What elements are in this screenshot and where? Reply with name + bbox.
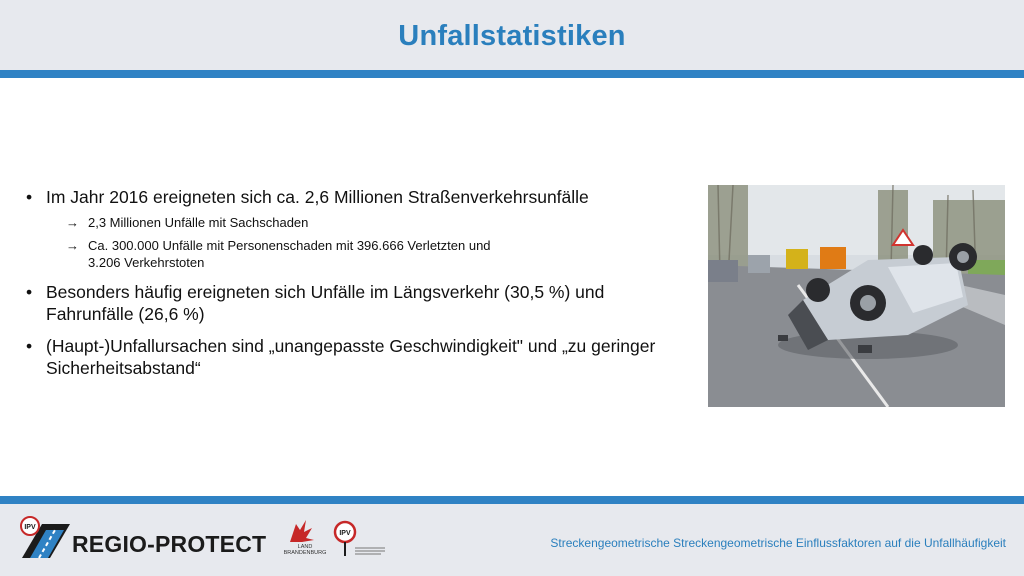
bullet-icon: •	[26, 187, 33, 207]
bullet-item	[24, 281, 674, 325]
bullet-text: Besonders häufig ereigneten sich Unfälle im Längsverkehr (30,5 %) und Fahrunfälle (26,6 %)	[46, 282, 605, 324]
slide-content	[24, 186, 684, 379]
footer-caption: Streckengeometrische Streckengeometrische Einflussfaktoren auf die Unfallhäufigkeit	[550, 536, 1006, 550]
sub-text: 2,3 Millionen Unfälle mit Sachschaden	[88, 215, 309, 230]
bullet-text: (Haupt-)Unfallursachen sind „unangepasste Geschwindigkeit" und „zu geringer Sicherheitsabstand“	[46, 336, 656, 378]
sub-item	[24, 214, 684, 231]
sub-text: Ca. 300.000 Unfälle mit Personenschaden mit 396.666 Verletzten und 3.206 Verkehrstoten	[88, 238, 491, 270]
accident-photo	[708, 185, 1005, 407]
sub-item	[24, 237, 524, 271]
bullet-item	[24, 186, 684, 208]
arrow-icon: →	[66, 238, 79, 253]
ipv-logo	[333, 520, 387, 558]
bullet-text: Im Jahr 2016 ereigneten sich ca. 2,6 Millionen Straßenverkehrsunfälle	[46, 187, 589, 207]
arrow-icon: →	[66, 215, 79, 230]
ipv-badge-text: IPV	[339, 530, 351, 537]
logo-wordmark: REGIO-PROTECT	[72, 531, 267, 557]
bullet-icon: •	[26, 282, 33, 302]
slide-title: Unfallstatistiken	[398, 20, 626, 52]
bullet-item	[24, 335, 674, 379]
accident-photo-graphic	[708, 185, 1005, 407]
top-accent-band	[0, 70, 1024, 78]
brand-text-line-2: BRANDENBURG	[283, 550, 327, 556]
brand-text-line-1: LAND	[297, 544, 313, 550]
logo-badge-text: IPV	[24, 524, 36, 531]
brandenburg-text	[282, 544, 328, 556]
bullet-icon: •	[26, 336, 33, 356]
bottom-accent-band	[0, 496, 1024, 504]
ipv-sign-icon	[333, 520, 387, 558]
